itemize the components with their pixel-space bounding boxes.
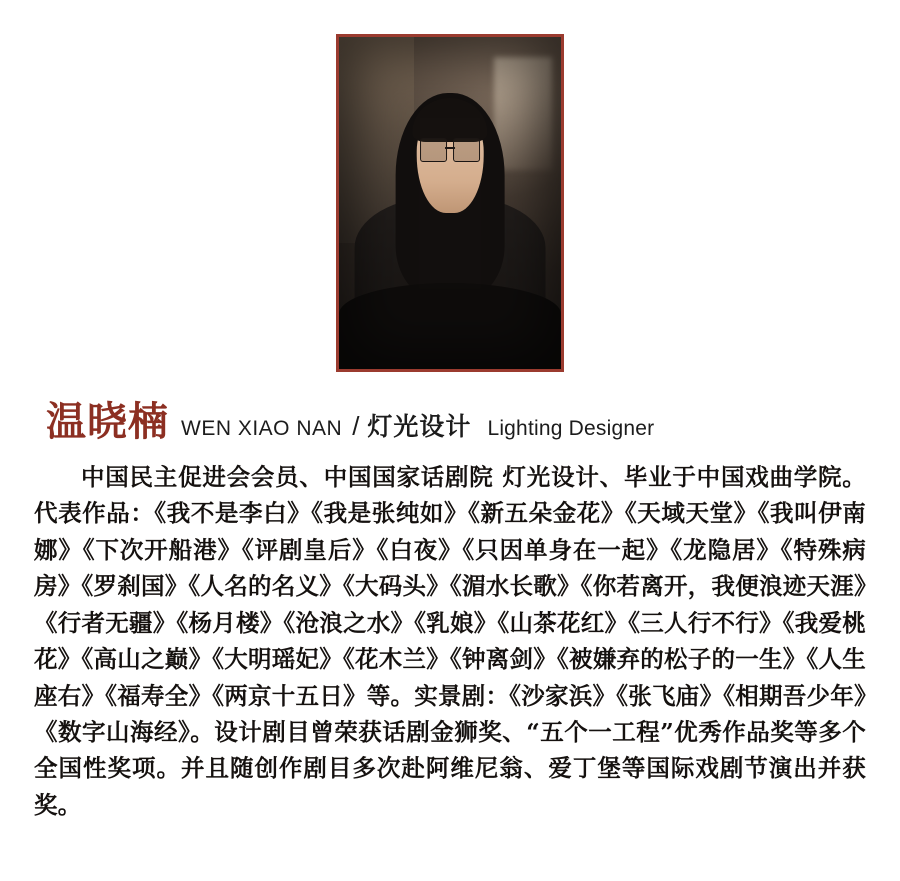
role-english: Lighting Designer xyxy=(487,417,655,440)
role-chinese: 灯光设计 xyxy=(367,412,472,441)
portrait-photo xyxy=(336,34,564,372)
name-header xyxy=(0,372,900,443)
photo-vignette xyxy=(339,37,561,369)
name-chinese: 温晓楠 xyxy=(46,398,169,445)
name-separator: / xyxy=(352,411,360,441)
biography-text: 中国民主促进会会员、中国国家话剧院 灯光设计、毕业于中国戏曲学院。代表作品：《我不是李白》《我是张纯如》《新五朵金花》《天域天堂》《我叫伊南娜》《下次开船港》《评剧皇后》《白夜》《只因单身在一起》《龙隐居》《特殊病房》《罗刹国》《人名的名义》《大码头》《湄水长歌》《你若离开，我便浪迹天涯》《行者无疆》《杨月楼》《沧浪之水》《乳娘》《山茶花红》《三人行不行》《我爱桃花》《高山之巅》《大明瑶妃》《花木兰》《钟离剑》《被嫌弃的松子的一生》《人生座右》《福寿全》《两京十五日》等。实景剧：《沙家浜》《张飞庙》《相期吾少年》《数字山海经》。设计剧目曾荣获话剧金狮奖、“五个一工程”优秀作品奖等多个全国性奖项。并且随创作剧目多次赴阿维尼翁、爱丁堡等国际戏剧节演出并获奖。 xyxy=(34,463,866,819)
name-english: WEN XIAO NAN xyxy=(181,417,343,440)
portrait-container xyxy=(0,0,900,372)
